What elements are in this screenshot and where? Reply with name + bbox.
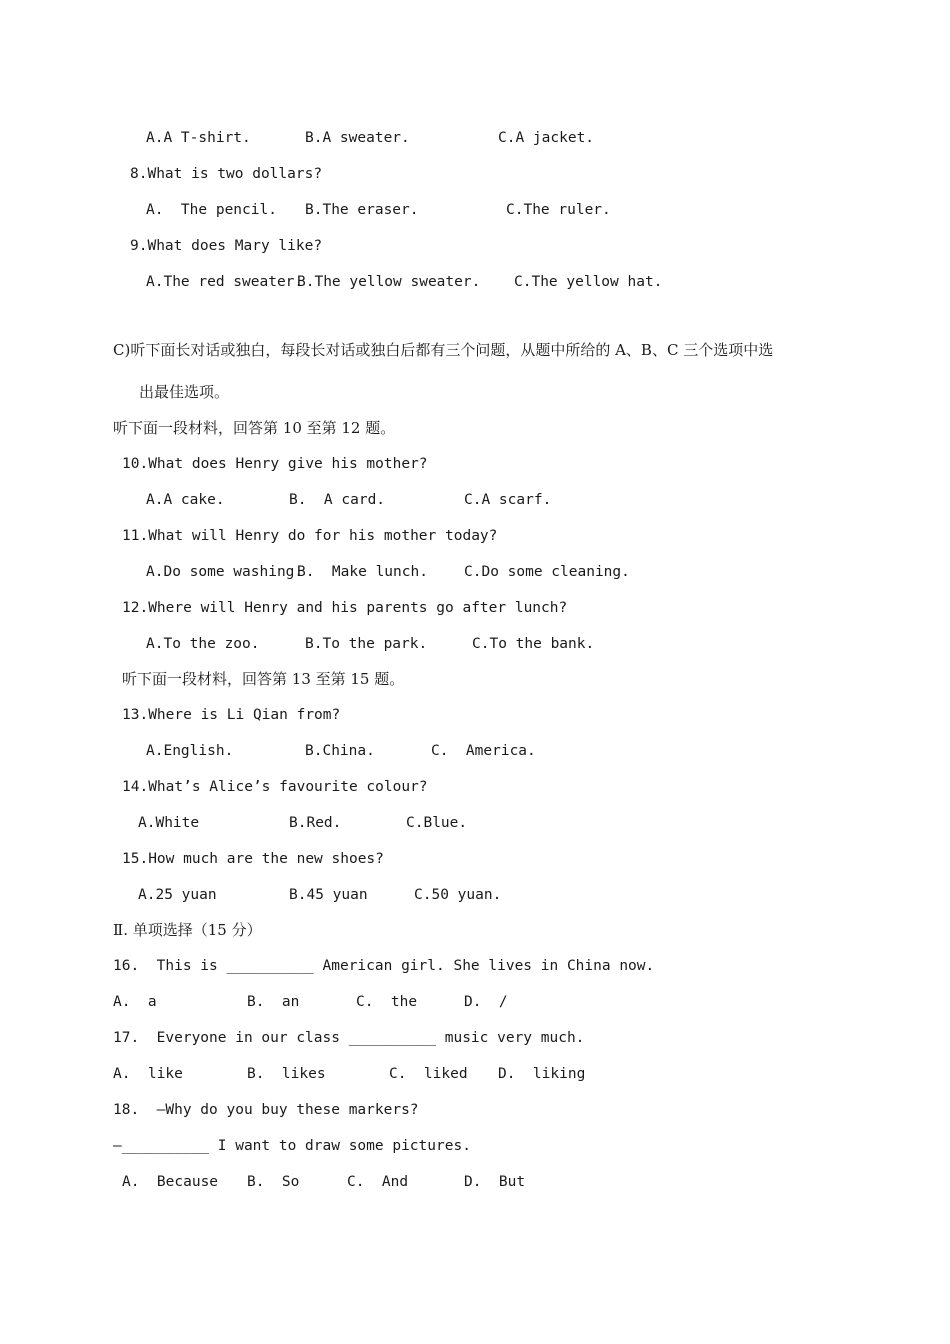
q11-option-c: C.Do some cleaning. [464, 564, 630, 580]
q15-option-c: C.50 yuan. [414, 887, 502, 903]
q10-question: 10.What does Henry give his mother? [122, 456, 428, 472]
q17-option-b: B. likes [247, 1066, 326, 1082]
section-c-instruction-cont: 出最佳选项。 [139, 383, 230, 401]
q9-option-a: A.The red sweater. [146, 274, 304, 290]
q7-option-c: C.A jacket. [498, 130, 595, 146]
q15-option-a: A.25 yuan [138, 887, 217, 903]
q18-answer-line: —__________ I want to draw some pictures. [113, 1138, 471, 1154]
q8-option-c: C.The ruler. [506, 202, 611, 218]
material-heading-1: 听下面一段材料，回答第 10 至第 12 题。 [113, 419, 396, 437]
q12-option-a: A.To the zoo. [146, 636, 260, 652]
q12-option-c: C.To the bank. [472, 636, 595, 652]
q11-option-b: B. Make lunch. [297, 564, 428, 580]
q13-question: 13.Where is Li Qian from? [122, 707, 341, 723]
q8-option-b: B.The eraser. [305, 202, 419, 218]
q12-option-b: B.To the park. [305, 636, 428, 652]
q13-option-b: B.China. [305, 743, 375, 759]
q14-question: 14.What’s Alice’s favourite colour? [122, 779, 428, 795]
q14-option-b: B.Red. [289, 815, 342, 831]
q13-option-a: A.English. [146, 743, 234, 759]
q15-option-b: B.45 yuan [289, 887, 368, 903]
q18-option-a: A. Because [122, 1174, 219, 1190]
q8-option-a: A. The pencil. [146, 202, 277, 218]
q9-question: 9.What does Mary like? [130, 238, 323, 254]
q17-option-c: C. liked [389, 1066, 468, 1082]
q18-question: 18. —Why do you buy these markers? [113, 1102, 419, 1118]
q9-option-b: B.The yellow sweater. [297, 274, 481, 290]
q11-option-a: A.Do some washing. [146, 564, 304, 580]
q16-option-b: B. an [247, 994, 300, 1010]
q16-option-a: A. a [113, 994, 157, 1010]
q7-option-a: A.A T-shirt. [146, 130, 251, 146]
q12-question: 12.Where will Henry and his parents go after lunch? [122, 600, 568, 616]
q13-option-c: C. America. [431, 743, 536, 759]
part-ii-heading: Ⅱ. 单项选择（15 分） [113, 921, 262, 939]
q18-option-c: C. And [347, 1174, 409, 1190]
q10-option-b: B. A card. [289, 492, 386, 508]
q16-option-d: D. / [464, 994, 508, 1010]
q16-question: 16. This is __________ American girl. She lives in China now. [113, 958, 655, 974]
q18-option-b: B. So [247, 1174, 300, 1190]
q10-option-a: A.A cake. [146, 492, 225, 508]
q17-option-a: A. like [113, 1066, 183, 1082]
q14-option-a: A.White [138, 815, 200, 831]
q17-option-d: D. liking [498, 1066, 586, 1082]
q7-option-b: B.A sweater. [305, 130, 410, 146]
q17-question: 17. Everyone in our class __________ music very much. [113, 1030, 585, 1046]
q14-option-c: C.Blue. [406, 815, 468, 831]
q18-option-d: D. But [464, 1174, 526, 1190]
q8-question: 8.What is two dollars? [130, 166, 323, 182]
q16-option-c: C. the [356, 994, 418, 1010]
q10-option-c: C.A scarf. [464, 492, 552, 508]
material-heading-2: 听下面一段材料，回答第 13 至第 15 题。 [122, 670, 405, 688]
q9-option-c: C.The yellow hat. [514, 274, 663, 290]
section-c-instruction: C)听下面长对话或独白，每段长对话或独白后都有三个问题，从题中所给的 A、B、C 三个选项中选 [113, 341, 774, 359]
q15-question: 15.How much are the new shoes? [122, 851, 384, 867]
q11-question: 11.What will Henry do for his mother today? [122, 528, 498, 544]
